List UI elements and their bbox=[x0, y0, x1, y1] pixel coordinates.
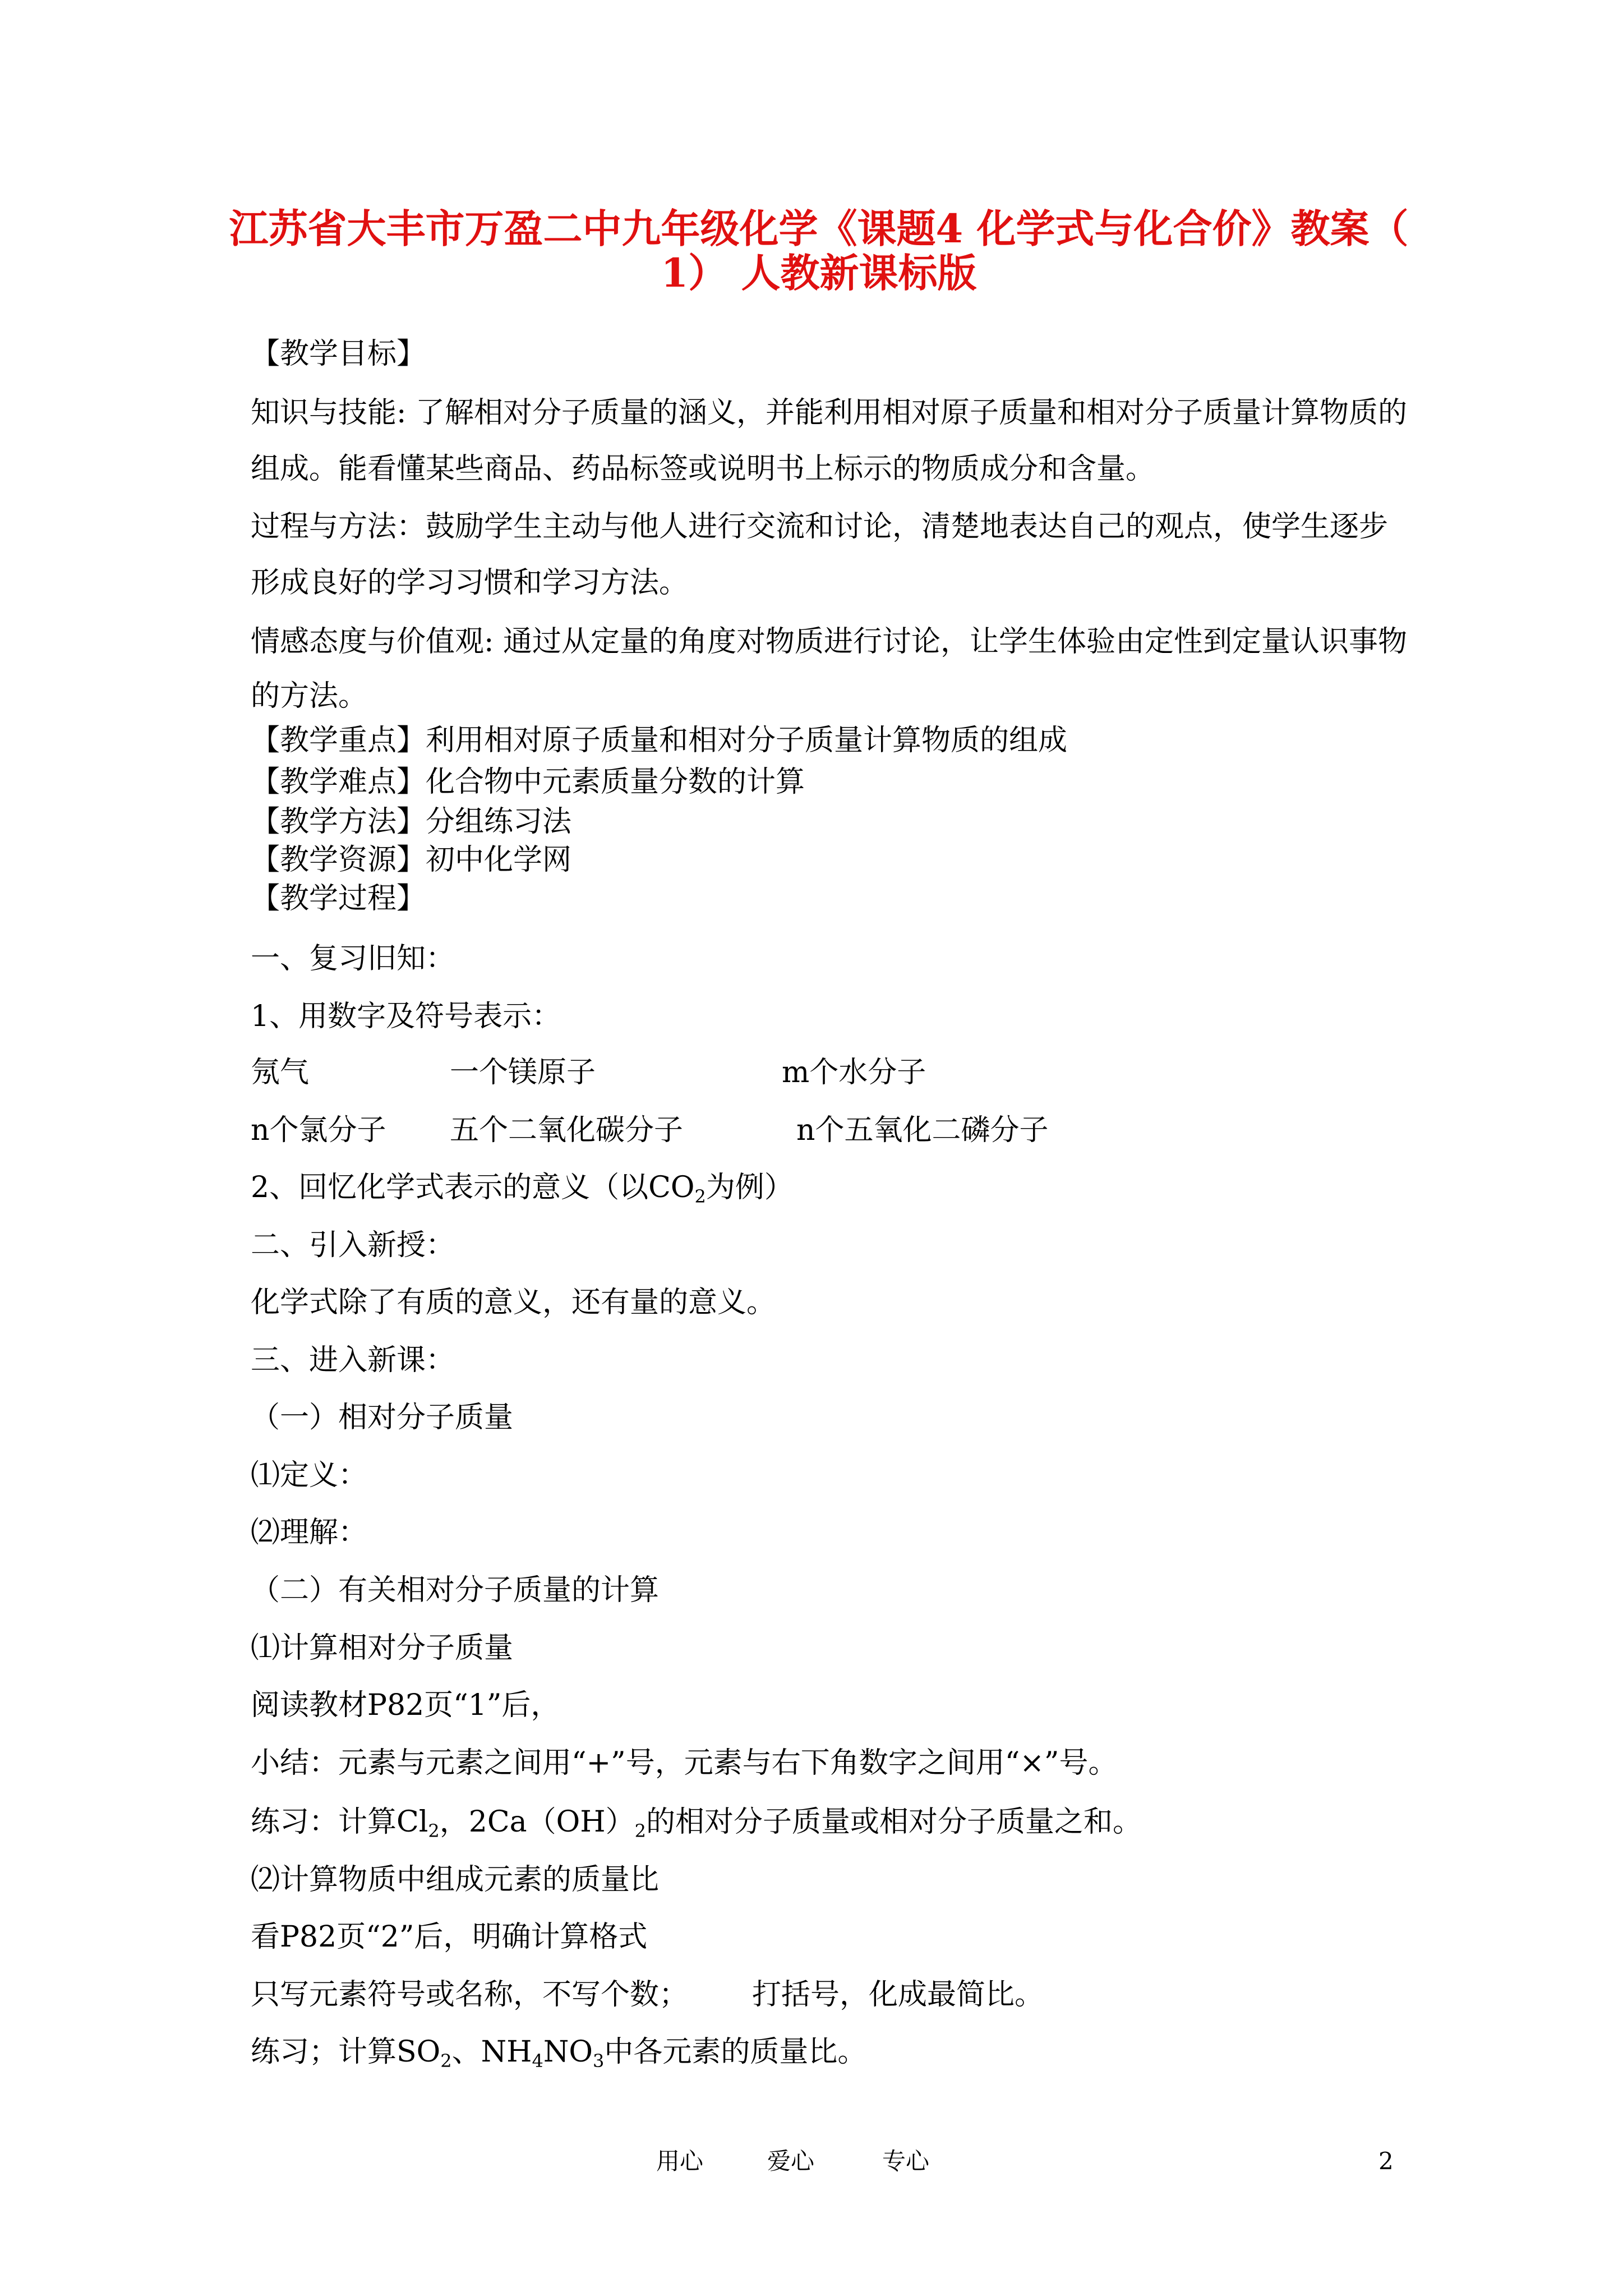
calc1-exercise bbox=[251, 1805, 1142, 1842]
format-rule: 打括号，化成最简比。 bbox=[752, 1978, 1044, 2012]
part2-heading: （二）有关相对分子质量的计算 bbox=[251, 1573, 660, 1607]
review-item: m个水分子 bbox=[782, 1056, 926, 1089]
difficulty: 【教学难点】化合物中元素质量分数的计算 bbox=[251, 765, 805, 799]
footer-motto: 爱心 bbox=[767, 2147, 815, 2175]
calc1-read: 阅读教材P82页“1”后， bbox=[251, 1688, 560, 1722]
process-heading: 【教学过程】 bbox=[251, 882, 426, 915]
page-number: 2 bbox=[1378, 2147, 1394, 2175]
goal-knowledge-line-1: 知识与技能: 了解相对分子质量的涵义，并能利用相对原子质量和相对分子质量计算物质的 bbox=[251, 396, 1408, 430]
format-rule: 只写元素符号或名称，不写个数； bbox=[251, 1978, 689, 2012]
part1-heading: （一）相对分子质量 bbox=[251, 1401, 514, 1434]
calc2-exercise bbox=[251, 2035, 867, 2072]
goal-emotion-line-2: 的方法。 bbox=[251, 679, 368, 713]
review-item: 一个镁原子 bbox=[450, 1056, 596, 1089]
part1-understanding: ⑵理解： bbox=[251, 1516, 368, 1549]
new-lesson-heading: 三、进入新课： bbox=[251, 1343, 455, 1377]
calc2-read: 看P82页“2”后，明确计算格式 bbox=[251, 1920, 648, 1954]
calc1-summary: 小结：元素与元素之间用“+”号，元素与右下角数字之间用“×”号。 bbox=[251, 1746, 1118, 1780]
subscript: 4 bbox=[532, 2050, 543, 2072]
goal-knowledge-line-2: 组成。能看懂某些商品、药品标签或说明书上标示的物质成分和含量。 bbox=[251, 452, 1155, 486]
goal-process-line-1: 过程与方法：鼓励学生主动与他人进行交流和讨论，清楚地表达自己的观点，使学生逐步 bbox=[251, 510, 1389, 544]
subscript: 3 bbox=[592, 2050, 605, 2072]
review-item: 氖气 bbox=[251, 1056, 310, 1089]
goal-process-line-2: 形成良好的学习习惯和学习方法。 bbox=[251, 566, 689, 600]
footer-motto: 专心 bbox=[882, 2147, 930, 2175]
review-item: n个五氧化二磷分子 bbox=[796, 1114, 1049, 1147]
subscript: 2 bbox=[634, 1820, 646, 1842]
text-segment: 练习；计算SO bbox=[251, 2035, 441, 2069]
text-segment: ，2Ca（OH） bbox=[439, 1805, 635, 1839]
document-title-line-2: 1） 人教新课标版 bbox=[661, 250, 977, 296]
subscript: 2 bbox=[694, 1186, 706, 1207]
text-segment: 中各元素的质量比。 bbox=[604, 2035, 867, 2069]
calc1-heading: ⑴计算相对分子质量 bbox=[251, 1631, 514, 1665]
text-segment: 练习：计算Cl bbox=[251, 1805, 428, 1839]
text-segment: 的相对分子质量或相对分子质量之和。 bbox=[646, 1805, 1142, 1839]
subscript: 2 bbox=[440, 2050, 452, 2072]
goal-emotion-line-1: 情感态度与价值观: 通过从定量的角度对物质进行讨论，让学生体验由定性到定量认识事物 bbox=[251, 625, 1408, 659]
document-title-line-1: 江苏省大丰市万盈二中九年级化学《课题4 化学式与化合价》教案（ bbox=[229, 205, 1409, 252]
teaching-resource: 【教学资源】初中化学网 bbox=[251, 843, 572, 877]
key-point: 【教学重点】利用相对原子质量和相对分子质量计算物质的组成 bbox=[251, 724, 1068, 757]
review-question-2 bbox=[251, 1171, 794, 1207]
review-heading: 一、复习旧知： bbox=[251, 942, 455, 976]
review-item: n个氯分子 bbox=[251, 1114, 386, 1147]
text-segment: 2、回忆化学式表示的意义（以CO bbox=[251, 1171, 695, 1204]
subscript: 2 bbox=[428, 1820, 440, 1842]
calc2-heading: ⑵计算物质中组成元素的质量比 bbox=[251, 1863, 660, 1897]
intro-text: 化学式除了有质的意义，还有量的意义。 bbox=[251, 1286, 776, 1319]
text-segment: NO bbox=[543, 2035, 593, 2069]
part1-definition: ⑴定义： bbox=[251, 1458, 368, 1492]
teaching-method: 【教学方法】分组练习法 bbox=[251, 805, 572, 839]
goals-heading: 【教学目标】 bbox=[251, 337, 426, 371]
review-question-1: 1、用数字及符号表示： bbox=[251, 1000, 561, 1033]
review-item: 五个二氧化碳分子 bbox=[450, 1114, 684, 1147]
text-segment: 、NH bbox=[451, 2035, 532, 2069]
intro-heading: 二、引入新授： bbox=[251, 1228, 455, 1262]
text-segment: 为例） bbox=[706, 1171, 794, 1204]
footer-motto: 用心 bbox=[656, 2147, 704, 2175]
